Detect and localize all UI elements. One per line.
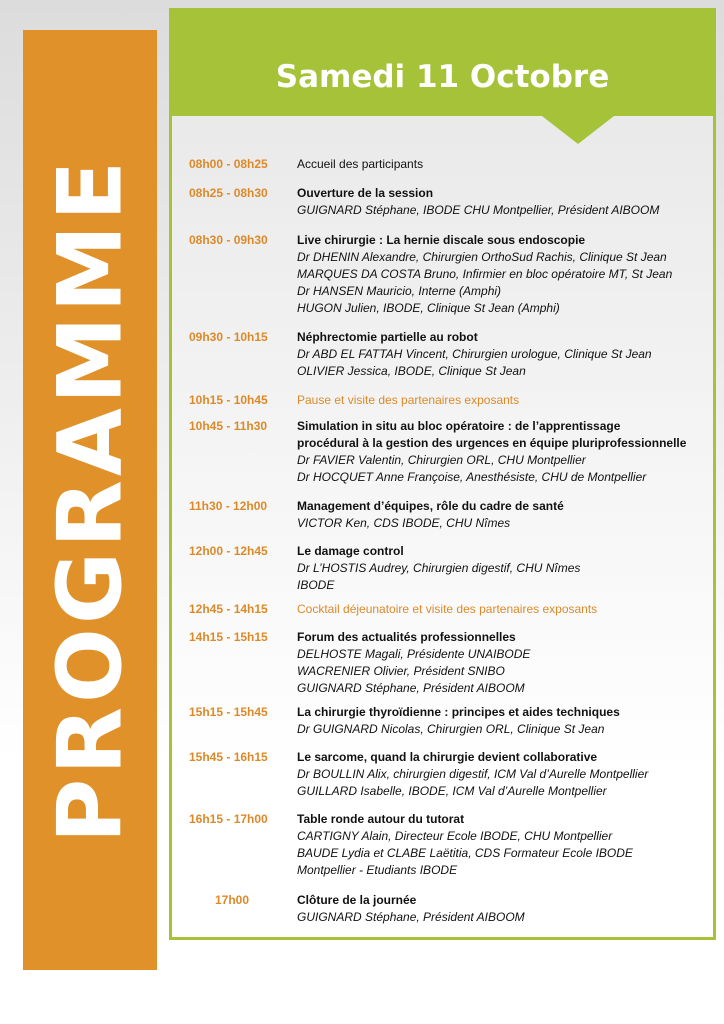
entry-title: Simulation in situ au bloc opératoire : de l’apprentissage bbox=[297, 419, 621, 433]
entry-time: 16h15 - 17h00 bbox=[189, 812, 268, 826]
entry-time: 15h15 - 15h45 bbox=[189, 705, 268, 719]
entry-time: 08h25 - 08h30 bbox=[189, 186, 268, 200]
entry-title: Table ronde autour du tutorat bbox=[297, 812, 465, 826]
entry-content bbox=[297, 704, 717, 738]
entry-content bbox=[297, 811, 717, 879]
schedule-frame bbox=[169, 8, 716, 940]
entry-title: Live chirurgie : La hernie discale sous endoscopie bbox=[297, 233, 586, 247]
entry-speaker: Dr DHENIN Alexandre, Chirurgien OrthoSud Rachis, Clinique St Jean bbox=[297, 250, 667, 264]
entry-speaker: Dr HOCQUET Anne Françoise, Anesthésiste, CHU de Montpellier bbox=[297, 470, 647, 484]
entry-speaker: BAUDE Lydia et CLABE Laëtitia, CDS Formateur Ecole IBODE bbox=[297, 846, 633, 860]
entry-speaker: Dr ABD EL FATTAH Vincent, Chirurgien urologue, Clinique St Jean bbox=[297, 347, 652, 361]
page-title: Samedi 11 Octobre bbox=[275, 59, 610, 95]
entry-time: 15h45 - 16h15 bbox=[189, 750, 268, 764]
entry-content bbox=[297, 329, 717, 380]
title-bar bbox=[172, 11, 713, 116]
entry-title: Ouverture de la session bbox=[297, 186, 434, 200]
entry-speaker: GUIGNARD Stéphane, Président AIBOOM bbox=[297, 910, 525, 924]
entry-speaker: GUIGNARD Stéphane, Président AIBOOM bbox=[297, 681, 525, 695]
entry-time: 12h00 - 12h45 bbox=[189, 544, 268, 558]
entry-speaker: Montpellier - Etudiants IBODE bbox=[297, 863, 458, 877]
entry-time: 17h00 bbox=[214, 893, 250, 907]
entry-speaker: VICTOR Ken, CDS IBODE, CHU Nîmes bbox=[297, 516, 511, 530]
entry-time: 14h15 - 15h15 bbox=[189, 630, 268, 644]
entry-content bbox=[297, 749, 717, 800]
entry-time: 12h45 - 14h15 bbox=[189, 602, 268, 616]
entry-title-continued: procédural à la gestion des urgences en équipe pluriprofessionnelle bbox=[297, 436, 687, 450]
entry-speaker: WACRENIER Olivier, Président SNIBO bbox=[297, 664, 505, 678]
entry-speaker: GUILLARD Isabelle, IBODE, ICM Val d’Aurelle Montpellier bbox=[297, 784, 607, 798]
entry-time: 08h30 - 09h30 bbox=[189, 233, 268, 247]
entry-time: 10h15 - 10h45 bbox=[189, 393, 268, 407]
entry-title: Le sarcome, quand la chirurgie devient collaborative bbox=[297, 750, 598, 764]
programme-label: PROGRAMME bbox=[38, 156, 142, 844]
programme-banner bbox=[23, 30, 157, 970]
entry-content bbox=[297, 418, 717, 486]
title-notch bbox=[542, 116, 614, 144]
entry-time: 11h30 - 12h00 bbox=[189, 499, 268, 513]
entry-title: Forum des actualités professionnelles bbox=[297, 630, 516, 644]
entry-content bbox=[297, 543, 717, 594]
entry-time: 09h30 - 10h15 bbox=[189, 330, 268, 344]
entry-content bbox=[297, 156, 717, 173]
entry-content bbox=[297, 498, 717, 532]
entry-speaker: Dr GUIGNARD Nicolas, Chirurgien ORL, Clinique St Jean bbox=[297, 722, 605, 736]
entry-speaker: Dr FAVIER Valentin, Chirurgien ORL, CHU Montpellier bbox=[297, 453, 586, 467]
entry-speaker: Dr L’HOSTIS Audrey, Chirurgien digestif, CHU Nîmes bbox=[297, 561, 581, 575]
entry-title: Pause et visite des partenaires exposants bbox=[297, 393, 520, 407]
entry-speaker: DELHOSTE Magali, Présidente UNAIBODE bbox=[297, 647, 531, 661]
entry-content bbox=[297, 601, 717, 618]
entry-speaker: Dr BOULLIN Alix, chirurgien digestif, ICM Val d’Aurelle Montpellier bbox=[297, 767, 649, 781]
entry-title: Le damage control bbox=[297, 544, 404, 558]
entry-content bbox=[297, 892, 717, 926]
entry-title: La chirurgie thyroïdienne : principes et aides techniques bbox=[297, 705, 620, 719]
entry-time: 08h00 - 08h25 bbox=[189, 157, 268, 171]
entry-content bbox=[297, 629, 717, 697]
entry-content bbox=[297, 185, 717, 219]
entry-time: 10h45 - 11h30 bbox=[189, 419, 268, 433]
entry-title: Management d’équipes, rôle du cadre de santé bbox=[297, 499, 564, 513]
entry-title: Clôture de la journée bbox=[297, 893, 417, 907]
entry-title: Accueil des participants bbox=[297, 157, 424, 171]
entry-speaker: MARQUES DA COSTA Bruno, Infirmier en bloc opératoire MT, St Jean bbox=[297, 267, 673, 281]
entry-speaker: Dr HANSEN Mauricio, Interne (Amphi) bbox=[297, 284, 502, 298]
entry-speaker: GUIGNARD Stéphane, IBODE CHU Montpellier, Président AIBOOM bbox=[297, 203, 660, 217]
entry-title: Néphrectomie partielle au robot bbox=[297, 330, 478, 344]
entry-speaker: IBODE bbox=[297, 578, 335, 592]
entry-speaker: HUGON Julien, IBODE, Clinique St Jean (Amphi) bbox=[297, 301, 560, 315]
entry-title: Cocktail déjeunatoire et visite des partenaires exposants bbox=[297, 602, 598, 616]
entry-speaker: CARTIGNY Alain, Directeur Ecole IBODE, CHU Montpellier bbox=[297, 829, 613, 843]
entry-content bbox=[297, 232, 717, 317]
entry-content bbox=[297, 392, 717, 409]
entry-speaker: OLIVIER Jessica, IBODE, Clinique St Jean bbox=[297, 364, 526, 378]
